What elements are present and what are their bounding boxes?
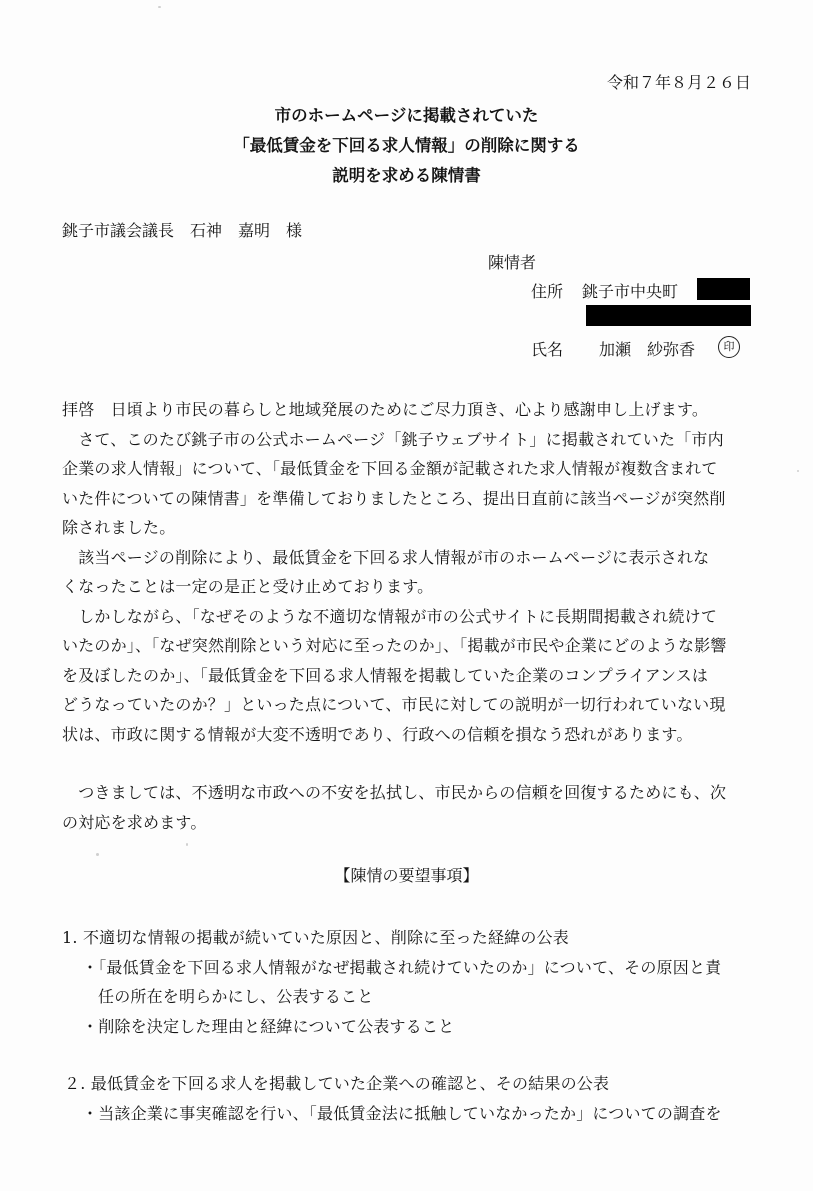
body-line: 状は、市政に関する情報が大変不透明であり、行政への信頼を損なう恐れがあります。 — [62, 725, 693, 744]
petitioner-label: 陳情者 — [488, 253, 537, 272]
request-item-1-bullet: ・削除を決定した理由と経緯について公表すること — [82, 1017, 455, 1036]
addressee-surname: 石神 — [190, 221, 223, 240]
addressee-office: 銚子市議会議長 — [62, 221, 175, 240]
scan-speck — [186, 843, 188, 846]
body-line: の対応を求めます。 — [62, 813, 207, 832]
scan-speck — [96, 853, 99, 856]
body-line: いた件についての陳情書」を準備しておりましたところ、提出日直前に該当ページが突然削 — [62, 489, 726, 508]
body-line: さて、このたび銚子市の公式ホームページ「銚子ウェブサイト」に掲載されていた「市内 — [62, 430, 724, 449]
addressee-given-name: 嘉明 — [238, 221, 271, 240]
body-line: 除されました。 — [62, 518, 176, 537]
request-item-2-title: ２. 最低賃金を下回る求人を掲載していた企業への確認と、その結果の公表 — [64, 1074, 610, 1093]
title-line-3: 説明を求める陳情書 — [332, 166, 481, 185]
redaction-bar — [697, 278, 750, 300]
body-line: を及ぼしたのか」、「最低賃金を下回る求人情報を掲載していた企業のコンプライアンスは — [62, 666, 709, 685]
name-value: 加瀬 紗弥香 — [599, 340, 696, 359]
request-item-1-title: 1. 不適切な情報の掲載が続いていた原因と、削除に至った経緯の公表 — [62, 928, 569, 947]
body-line: 企業の求人情報」について、「最低賃金を下回る金額が記載された求人情報が複数含まれて — [62, 459, 718, 478]
document-date: 令和７年８月２６日 — [606, 73, 751, 92]
body-line: しかしながら、「なぜそのような不適切な情報が市の公式サイトに長期間掲載され続けて — [62, 607, 718, 626]
body-line: つきましては、不透明な市政への不安を払拭し、市民からの信頼を回復するためにも、次 — [62, 783, 727, 802]
request-item-1-bullet: ・「最低賃金を下回る求人情報がなぜ掲載され続けていたのか」について、その原因と責 — [82, 958, 722, 977]
title-line-1: 市のホームページに掲載されていた — [274, 106, 539, 125]
body-line: どうなっていたのか？」といった点について、市民に対しての説明が一切行われていない現 — [62, 695, 726, 714]
scan-speck — [797, 470, 799, 472]
scan-speck — [158, 6, 161, 8]
request-item-1-bullet-cont: 任の所在を明らかにし、公表すること — [98, 987, 374, 1006]
body-line: 該当ページの削除により、最低賃金を下回る求人情報が市のホームページに表示されな — [62, 548, 710, 567]
seal-mark: 印 — [718, 336, 740, 358]
address-value: 銚子市中央町 — [582, 282, 679, 301]
requests-heading: 【陳情の要望事項】 — [334, 866, 479, 885]
address-label: 住所 — [531, 282, 564, 301]
request-item-2-bullet: ・当該企業に事実確認を行い、「最低賃金法に抵触していなかったか」についての調査を — [82, 1104, 722, 1123]
body-line: いたのか」、「なぜ突然削除という対応に至ったのか」、「掲載が市民や企業にどのような影響 — [62, 636, 727, 655]
body-paragraph-greeting: 拝啓 日頃より市民の暮らしと地域発展のためにご尽力頂き、心より感謝申し上げます。 — [62, 400, 709, 419]
title-line-2: 「最低賃金を下回る求人情報」の削除に関する — [233, 136, 580, 155]
addressee-honorific: 様 — [286, 221, 303, 240]
body-line: くなったことは一定の是正と受け止めております。 — [62, 577, 434, 596]
addressee — [62, 218, 318, 241]
name-label: 氏名 — [531, 340, 564, 359]
redaction-bar — [586, 305, 751, 326]
